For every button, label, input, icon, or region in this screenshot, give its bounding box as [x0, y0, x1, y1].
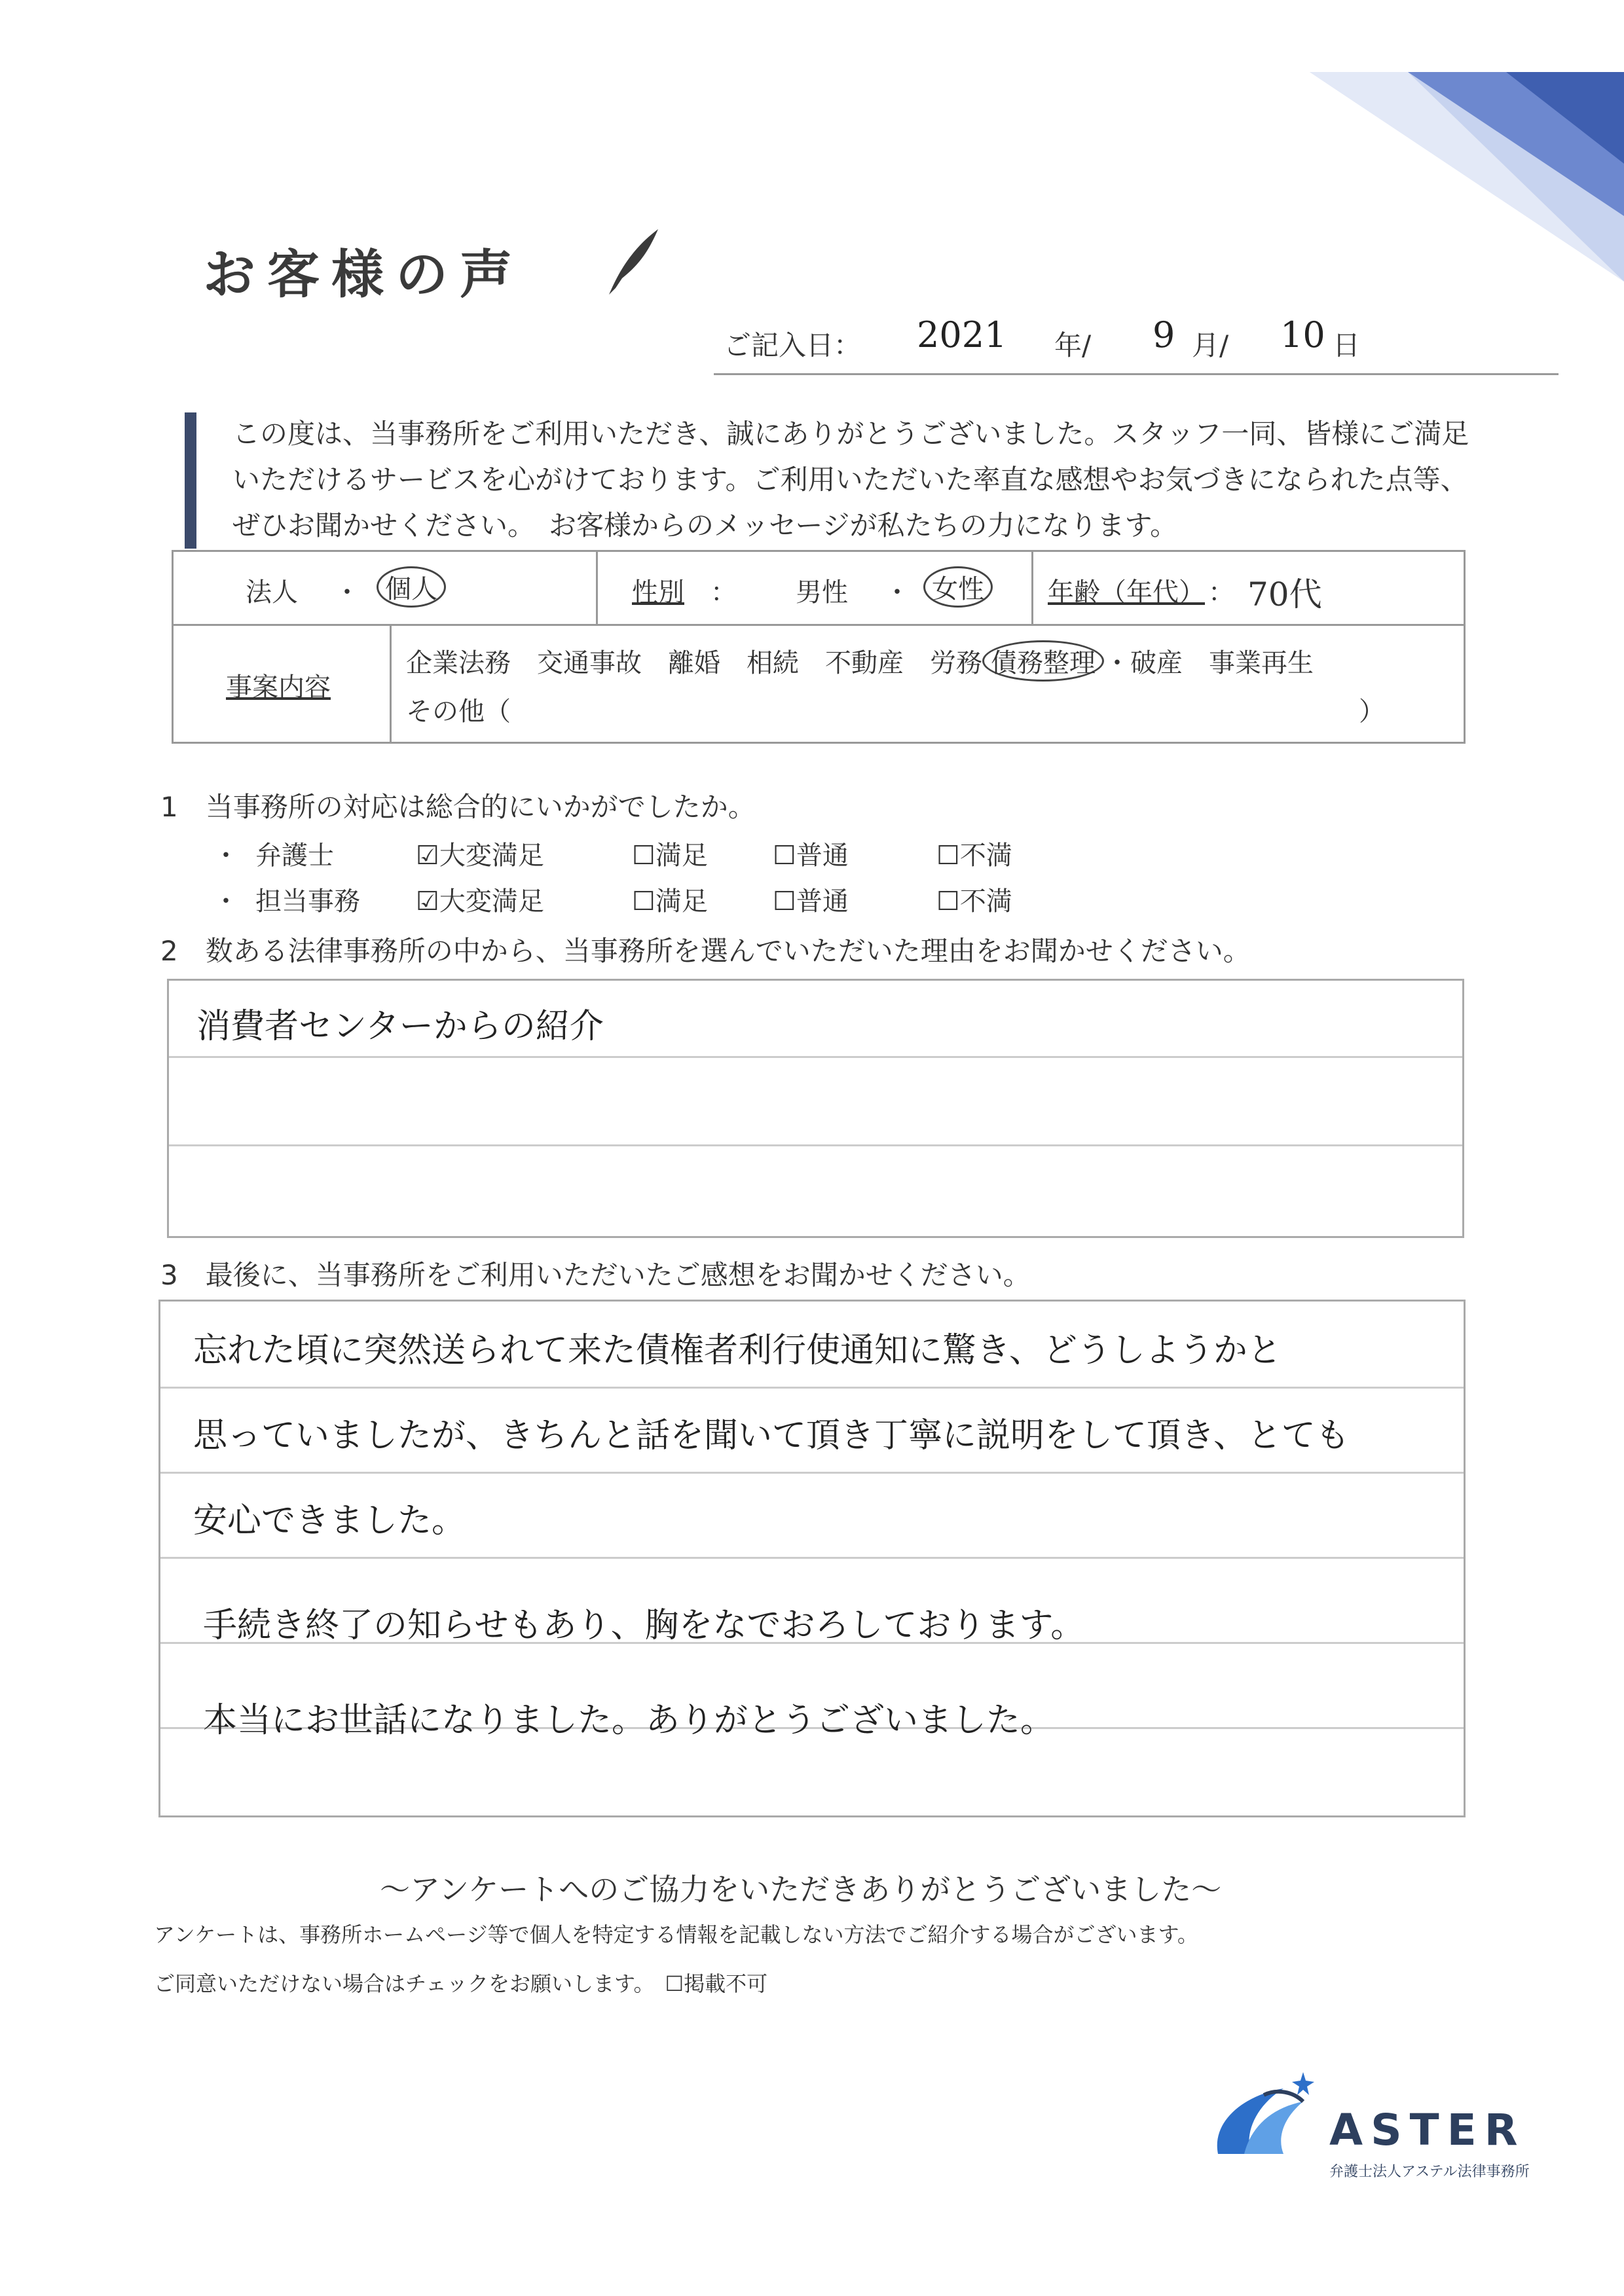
page-title: お客様の声 — [203, 244, 524, 305]
case-other-close: ） — [1359, 697, 1385, 727]
case-label: 事案内容 — [226, 672, 331, 702]
q1-staff-very-satisfied[interactable]: ☑大変満足 — [416, 886, 544, 917]
separator-dot: ・ — [334, 577, 360, 608]
case-items — [406, 640, 1314, 682]
date-day-unit: 日 — [1333, 329, 1361, 361]
q1-row-lawyer-label: 弁護士 — [255, 841, 334, 871]
female-option-circled: 女性 — [923, 566, 993, 608]
consent-note: ご同意いただけない場合はチェックをお願いします。 ☐掲載不可 — [154, 1971, 768, 1996]
intro-accent-bar — [185, 412, 196, 549]
male-option: 男性 — [796, 577, 848, 608]
q1-lawyer-unsatisfied[interactable]: ☐不満 — [936, 841, 1012, 871]
aster-logo-icon — [1205, 2069, 1316, 2167]
q3-question: 3 最後に、当事務所をご利用いただいたご感想をお聞かせください。 — [160, 1259, 1031, 1291]
q1-row-staff-label: 担当事務 — [255, 886, 360, 917]
q2-question: 2 数ある法律事務所の中から、当事務所を選んでいただいた理由をお聞かせください。 — [160, 935, 1251, 967]
publication-note: アンケートは、事務所ホームページ等で個人を特定する情報を記載しない方法でご紹介する場合がございます。 — [154, 1922, 1198, 1947]
q1-staff-unsatisfied[interactable]: ☐不満 — [936, 886, 1012, 917]
date-month: 9 — [1153, 314, 1175, 355]
corner-decoration — [1310, 0, 1624, 288]
individual-option-circled: 個人 — [377, 566, 446, 608]
q1-staff-normal[interactable]: ☐普通 — [773, 886, 849, 917]
thanks-message: 〜アンケートへのご協力をいただきありがとうございました〜 — [380, 1872, 1222, 1907]
age-colon: ： — [1208, 577, 1234, 608]
case-item-debt-circled: 債務整理 — [982, 648, 1104, 678]
q3-answer-line: 本当にお世話になりました。ありがとうございました。 — [203, 1701, 1055, 1740]
q3-answer-line: 忘れた頃に突然送られて来た債権者利行使通知に驚き、どうしようかと — [193, 1331, 1282, 1370]
date-year: 2021 — [917, 314, 1007, 355]
q1-lawyer-very-satisfied[interactable]: ☑大変満足 — [416, 841, 544, 871]
q1-question: 1 当事務所の対応は総合的にいかがでしたか。 — [160, 791, 756, 823]
feather-icon — [602, 226, 661, 298]
date-year-unit: 年/ — [1054, 329, 1092, 361]
age-label: 年齢（年代） — [1048, 577, 1205, 608]
corp-option: 法人 — [246, 577, 298, 608]
q1-staff-satisfied[interactable]: ☐満足 — [632, 886, 708, 917]
case-items-line: 企業法務 交通事故 離婚 相続 不動産 労務 — [406, 648, 982, 678]
q1-lawyer-satisfied[interactable]: ☐満足 — [632, 841, 708, 871]
date-underline — [714, 373, 1559, 375]
profile-table — [172, 550, 1466, 744]
case-other: その他（ — [406, 697, 511, 727]
date-label: ご記入日： — [724, 329, 862, 361]
q3-answer-line: 手続き終了の知らせもあり、胸をなでおろしております。 — [203, 1606, 1085, 1645]
gender-colon: ： — [710, 577, 737, 608]
logo-name: ASTER — [1329, 2105, 1526, 2155]
separator-dot: ・ — [884, 577, 910, 608]
q1-bullet: ・ — [213, 886, 239, 917]
date-month-unit: 月/ — [1192, 329, 1229, 361]
age-value: 70代 — [1247, 575, 1322, 613]
date-day: 10 — [1280, 314, 1325, 355]
q3-answer-line: 安心できました。 — [193, 1501, 466, 1540]
q1-bullet: ・ — [213, 841, 239, 871]
case-items-tail: ・破産 事業再生 — [1104, 648, 1314, 678]
q3-answer-line: 思っていましたが、きちんと話を聞いて頂き丁寧に説明をして頂き、とても — [193, 1416, 1350, 1455]
q1-lawyer-normal[interactable]: ☐普通 — [773, 841, 849, 871]
q2-answer: 消費者センターからの紹介 — [196, 1007, 604, 1046]
logo-subtitle: 弁護士法人アステル法律事務所 — [1329, 2164, 1530, 2180]
gender-label: 性別 — [632, 577, 684, 608]
intro-text: この度は、当事務所をご利用いただき、誠にありがとうございました。スタッフ一同、皆様にご満足 いただけるサービスを心がけております。ご利用いただいた率直な感想やお気づきになられた点等、 ぜひお聞かせください。 お客様からのメッセージが私たちの力になります。 — [232, 418, 1469, 541]
